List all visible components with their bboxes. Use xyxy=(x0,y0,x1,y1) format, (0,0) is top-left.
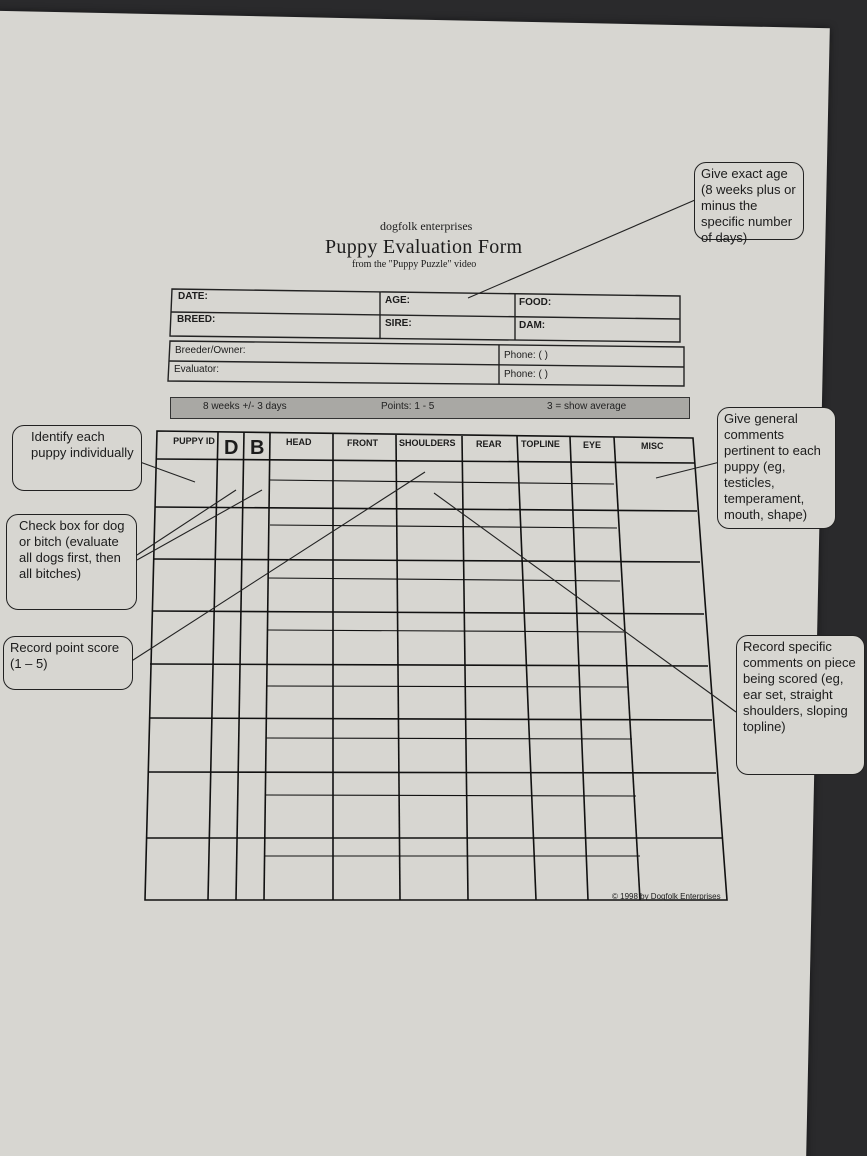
sire-label: SIRE: xyxy=(385,318,412,329)
col-misc: MISC xyxy=(641,441,664,451)
guide-age: 8 weeks +/- 3 days xyxy=(203,401,287,412)
guide-points: Points: 1 - 5 xyxy=(381,401,435,412)
col-bitch: B xyxy=(250,437,265,459)
dam-label: DAM: xyxy=(519,320,546,331)
col-shoulders: SHOULDERS xyxy=(399,438,456,448)
callout-identify-puppy: Identify each puppy individually xyxy=(12,425,142,491)
breed-label: BREED: xyxy=(177,314,216,325)
callout-pointers xyxy=(130,200,736,712)
col-rear: REAR xyxy=(476,439,502,449)
scoring-guide-bar xyxy=(170,397,690,419)
col-front: FRONT xyxy=(347,438,378,448)
form-title: Puppy Evaluation Form xyxy=(325,236,523,258)
date-label: DATE: xyxy=(178,291,208,302)
callout-specific-comments: Record specific comments on piece being scored (eg, ear set, straight shoulders, sloping topline) xyxy=(736,635,865,775)
callout-dog-or-bitch: Check box for dog or bitch (evaluate all dogs first, then all bitches) xyxy=(6,514,137,610)
callout-exact-age: Give exact age (8 weeks plus or minus the specific number of days) xyxy=(694,162,804,240)
col-topline: TOPLINE xyxy=(521,439,560,449)
callout-general-comments: Give general comments pertinent to each puppy (eg, testicles, temperament, mouth, shape) xyxy=(717,407,836,529)
brand-name: dogfolk enterprises xyxy=(380,219,473,233)
breeder-owner-label: Breeder/Owner: xyxy=(175,345,246,356)
food-label: FOOD: xyxy=(519,297,552,308)
copyright-text: © 1998 by Dogfolk Enterprises xyxy=(612,892,721,901)
form-subtitle: from the "Puppy Puzzle" video xyxy=(352,259,477,270)
col-puppy-id: PUPPY ID xyxy=(173,436,215,446)
evaluation-grid xyxy=(145,431,727,900)
guide-average: 3 = show average xyxy=(547,401,627,412)
evaluator-label: Evaluator: xyxy=(174,364,220,375)
age-label: AGE: xyxy=(385,295,410,306)
col-eye: EYE xyxy=(583,440,602,450)
phone-label-2: Phone: ( ) xyxy=(504,369,548,380)
col-dog: D xyxy=(224,437,239,459)
callout-point-score: Record point score (1 – 5) xyxy=(3,636,133,690)
phone-label-1: Phone: ( ) xyxy=(504,350,548,361)
col-head: HEAD xyxy=(286,437,312,447)
